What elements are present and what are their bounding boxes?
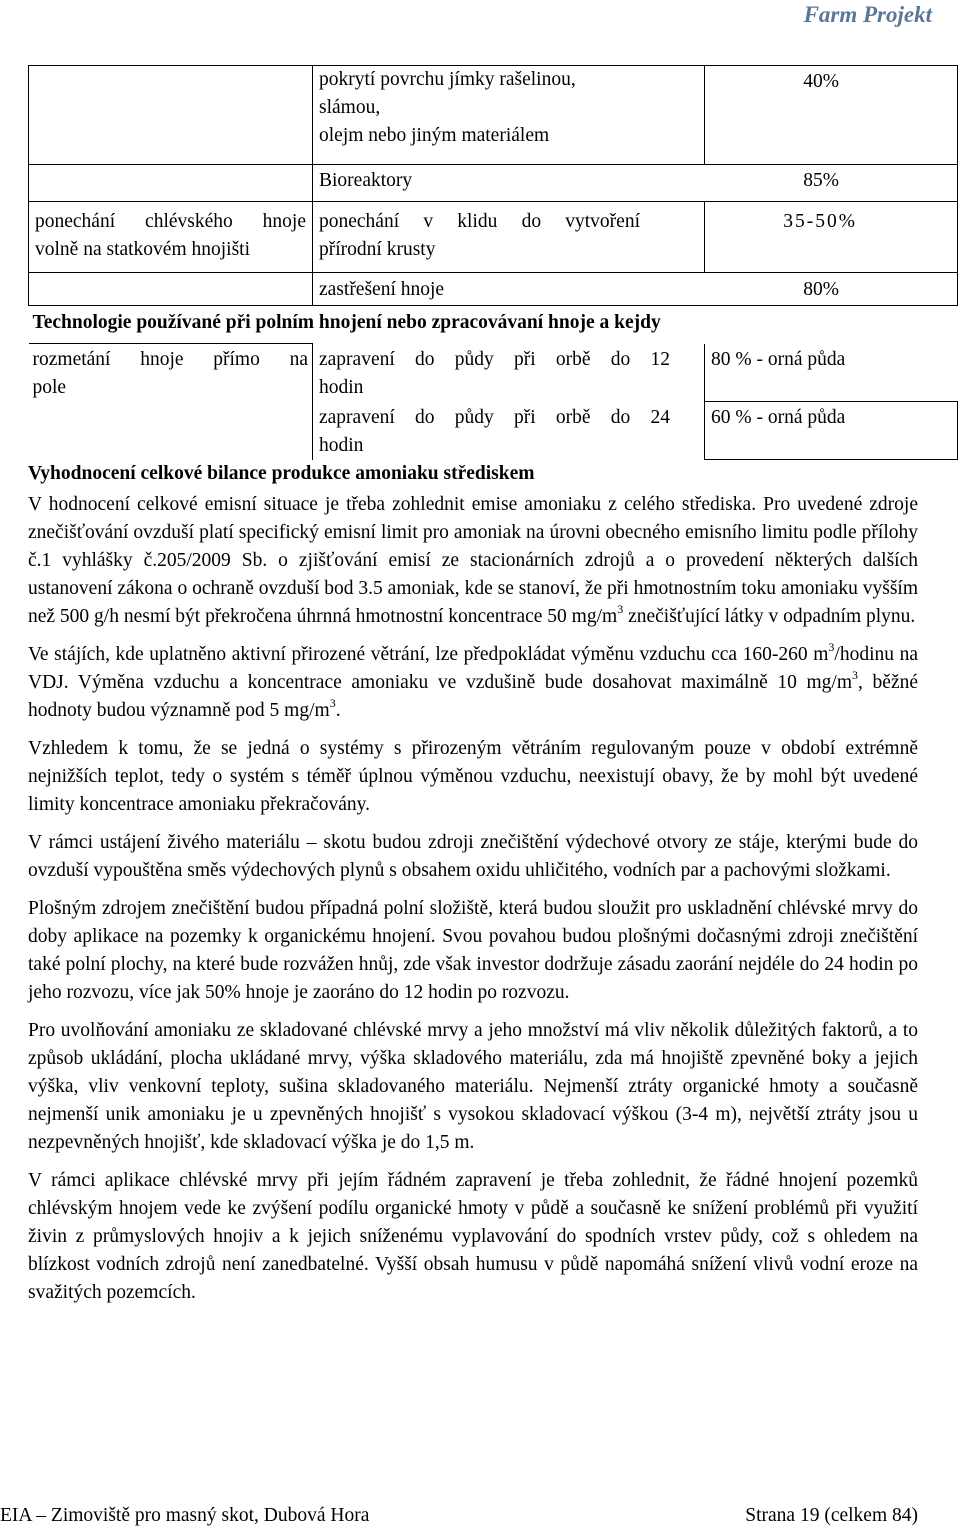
paragraph: Plošným zdrojem znečištění budou případná polní složiště, která budou sloužit pro uskladnění chlévské mrvy do doby aplikace na pozemky k organickému hnojení. Svou povahou budou plošnými dočasnými zdroji znečištění také polní plochy, na které bude rozvážen hnůj, zde však investor dodržuje zásadu zaorání nejdéle do 24 hodin po jeho rozvozu, více jak 50% hnoje je zaoráno do 12 hodin po rozvozu.: [28, 898, 918, 1003]
brand-header: Farm Projekt: [803, 2, 932, 27]
paragraph: Ve stájích, kde uplatněno aktivní přirozené větrání, lze předpokládat výměnu vzduchu cca 160-260 $m^3$/hodinu na VDJ. Výměna vzduchu a koncentrace amoniaku ve vzdušině bude dosahovat maximálně 10 $mg/m^3$, běžné hodnoty budou významně pod 5 $mg/m^3$.: [28, 640, 919, 721]
footer-page-number: Strana 19 (celkem 84): [745, 1505, 918, 1526]
page-footer: [0, 1502, 918, 1530]
table-row: [29, 306, 958, 344]
table-row: [29, 165, 958, 202]
document-body: [28, 460, 918, 1317]
table-cell-measure: Bioreaktory 85%: [313, 165, 958, 202]
paragraph: V rámci ustájení živého materiálu – skotu budou zdroji znečištění výdechové otvory ze stáje, kterými bude do ovzduší vypouštěna směs výdechových plynů s obsahem oxidu uhličitého, vodních par a pachovými složkami.: [28, 832, 918, 881]
paragraph: V rámci aplikace chlévské mrvy při jejím řádném zapravení je třeba zohlednit, že řádné hnojení pozemků chlévským hnojem vede ke zvýšení podílu organické hmoty v půdě a současně ke snížení problémů při využití živin z průmyslových hnojiv a k jejich sníženému vyplavování do spodních vrstev půdy, což s ohledem na blízkost vodních zdrojů není zanedbatelné. Vyšší obsah humusu v půdě napomáhá snížení vlivů vodní eroze na svažitých pozemcích.: [28, 1170, 918, 1303]
table-cell-measure: zapravení do půdy při orbě do 12 hodin: [313, 344, 705, 402]
table-cell-value: 80 % - orná půda: [705, 344, 958, 402]
table-section-heading: Technologie používané při polním hnojení nebo zpracovávaní hnoje a kejdy: [32, 312, 661, 333]
paragraph: Pro uvolňování amoniaku ze skladované chlévské mrvy a jeho množství má vliv několik důležitých faktorů, a to způsob ukládání, plocha ukládané mrvy, výška skladového materiálu, zda má hnojiště zpevněné boky a jejich výška, vliv venkovní teploty, sušina skladovaného materiálu. Nejmenší ztráty organické hmoty a současně nejmenší unik amoniaku je u zpevněných hnojišť s vysokou skladovací výškou (3-4 m), největší ztráty jsou u nezpevněných hnojišť, kde skladovací výška je do 1,5 m.: [28, 1020, 918, 1153]
paragraph: Vzhledem k tomu, že se jedná o systémy s přirozeným větráním regulovaným pouze v období extrémně nejnižších teplot, tedy o systém s téměř úplnou výměnou vzduchu, neexistují obavy, že by mohl být uvedené limity koncentrace amoniaku překračovány.: [28, 738, 918, 815]
table-cell-empty: [29, 273, 313, 306]
table-row: [29, 273, 958, 306]
table-cell-value: 35-50%: [705, 202, 958, 273]
table-cell-measure: ponechání v klidu do vytvoření přírodní krusty: [313, 202, 705, 273]
table-cell-empty: [29, 66, 313, 165]
table-row: [29, 66, 958, 165]
table-row: [29, 344, 958, 402]
table-cell-subject: ponechání chlévského hnoje volně na statkovém hnojišti: [29, 202, 313, 273]
table-cell-empty: [29, 165, 313, 202]
table-cell-measure: pokrytí povrchu jímky rašelinou, slámou, olejm nebo jiným materiálem: [313, 66, 705, 165]
table-cell-measure: zapravení do půdy při orbě do 24 hodin: [313, 402, 705, 460]
paragraph: V hodnocení celkové emisní situace je třeba zohlednit emise amoniaku z celého střediska. Pro uvedené zdroje znečišťování ovzduší platí specifický emisní limit pro amoniak na úrovni obecného emisního limitu podle přílohy č.1 vyhlášky č.205/2009 Sb. o zjišťování emisí ze stacionárních zdrojů a o provedení některých dalších ustanovení zákona o ochraně ovzduší bod 3.5 amoniak, kde se stanoví, že při hmotnostním toku amoniaku vyšším než 500 g/h nesmí být překročena úhrnná hmotnostní koncentrace 50 $mg/m^3$ znečišťující látky v odpadním plynu.: [28, 494, 918, 627]
footer-document-title: EIA – Zimoviště pro masný skot, Dubová Hora: [0, 1505, 370, 1526]
table-cell-measure: zastřešení hnoje 80%: [313, 273, 958, 306]
emission-reduction-table: [28, 65, 958, 460]
table-cell-value: 40%: [705, 66, 958, 165]
section-heading: Vyhodnocení celkové bilance produkce amoniaku střediskem: [28, 463, 535, 484]
table-row: [29, 202, 958, 273]
table-cell-subject: rozmetání hnoje přímo na pole: [29, 344, 313, 460]
table-cell-value: 60 % - orná půda: [705, 402, 958, 460]
